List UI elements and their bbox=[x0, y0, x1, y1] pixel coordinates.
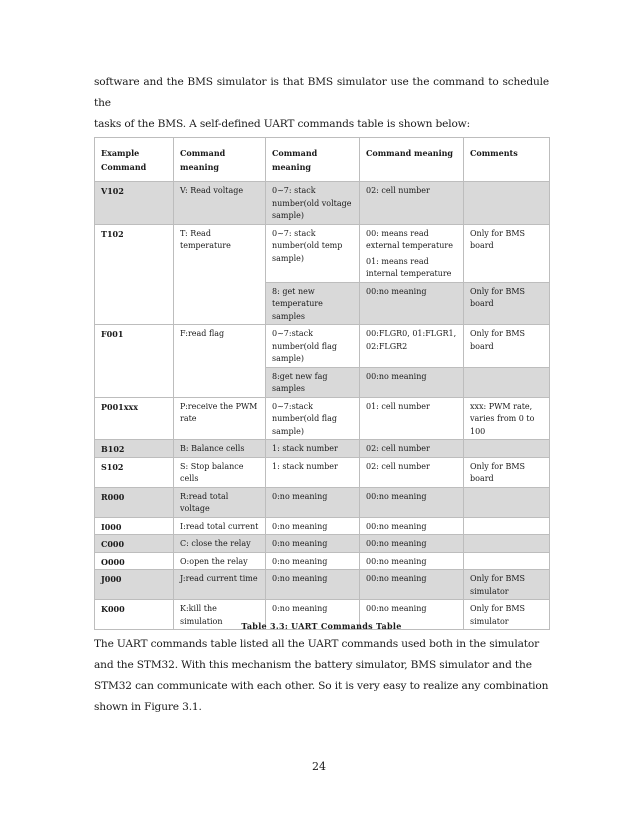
cell-cmd: 00:no meaning bbox=[360, 367, 464, 397]
cell-param: 1: stack number bbox=[266, 440, 360, 458]
header-command-meaning: Command meaning bbox=[174, 138, 266, 182]
table-row-j000 bbox=[95, 570, 550, 600]
cell-comment: xxx: PWM rate, varies from 0 to 100 bbox=[464, 397, 550, 440]
cell-cmd bbox=[360, 224, 464, 282]
cell-meaning: F:read flag bbox=[174, 325, 266, 398]
cell-code: O000 bbox=[95, 552, 174, 570]
cell-cmd: 00:no meaning bbox=[360, 552, 464, 570]
cell-cmd: 00:no meaning bbox=[360, 535, 464, 553]
cell-cmd: 00:no meaning bbox=[360, 517, 464, 535]
cell-cmd: 00:no meaning bbox=[360, 282, 464, 325]
table-row-p001xxx bbox=[95, 397, 550, 440]
cell-code: C000 bbox=[95, 535, 174, 553]
cell-comment: Only for BMS board bbox=[464, 282, 550, 325]
table-caption: Table 3.3: UART Commands Table bbox=[241, 621, 402, 631]
cell-comment: Only for BMS board bbox=[464, 325, 550, 368]
cell-param: 1: stack number bbox=[266, 457, 360, 487]
cell-comment bbox=[464, 487, 550, 517]
cell-meaning: O:open the relay bbox=[174, 552, 266, 570]
cell-comment bbox=[464, 440, 550, 458]
cell-meaning: C: close the relay bbox=[174, 535, 266, 553]
cell-cmd: 00:FLGR0, 01:FLGR1, 02:FLGR2 bbox=[360, 325, 464, 368]
cell-meaning: B: Balance cells bbox=[174, 440, 266, 458]
cell-comment bbox=[464, 367, 550, 397]
cell-cmd: 02: cell number bbox=[360, 182, 464, 225]
cmd-option-internal: 01: means read internal temperature bbox=[366, 256, 452, 278]
cell-cmd: 00:no meaning bbox=[360, 600, 464, 630]
body-line-1: The UART commands table listed all the UART commands used both in the simulator bbox=[94, 638, 540, 650]
cell-param: 8:get new fag samples bbox=[266, 367, 360, 397]
body-paragraph bbox=[94, 634, 549, 718]
cell-comment bbox=[464, 535, 550, 553]
table-row-f001 bbox=[95, 325, 550, 368]
table-row-c000 bbox=[95, 535, 550, 553]
page-number: 24 bbox=[312, 760, 326, 773]
cell-param: 0:no meaning bbox=[266, 487, 360, 517]
cell-param: 0:no meaning bbox=[266, 552, 360, 570]
cell-code: K000 bbox=[95, 600, 174, 630]
cell-param: 0~7:stack number(old flag sample) bbox=[266, 397, 360, 440]
cell-param: 0:no meaning bbox=[266, 600, 360, 630]
cell-param: 0:no meaning bbox=[266, 535, 360, 553]
cell-cmd: 02: cell number bbox=[360, 457, 464, 487]
body-line-3: STM32 can communicate with each other. So it is very easy to realize any combination bbox=[94, 680, 549, 692]
table-row-v102 bbox=[95, 182, 550, 225]
table-header-row bbox=[95, 138, 550, 182]
cell-meaning: V: Read voltage bbox=[174, 182, 266, 225]
header-command-meaning-2: Command meaning bbox=[360, 138, 464, 182]
cell-meaning: P:receive the PWM rate bbox=[174, 397, 266, 440]
cell-code: J000 bbox=[95, 570, 174, 600]
cell-comment: Only for BMS board bbox=[464, 224, 550, 282]
cell-meaning: S: Stop balance cells bbox=[174, 457, 266, 487]
cell-comment: Only for BMS board bbox=[464, 457, 550, 487]
cell-cmd: 00:no meaning bbox=[360, 487, 464, 517]
intro-paragraph bbox=[94, 72, 549, 135]
cell-meaning: T: Read temperature bbox=[174, 224, 266, 325]
body-line-2: and the STM32. With this mechanism the battery simulator, BMS simulator and the bbox=[94, 659, 532, 671]
cell-param: 8: get new temperature samples bbox=[266, 282, 360, 325]
cell-code: V102 bbox=[95, 182, 174, 225]
table-row-o000 bbox=[95, 552, 550, 570]
cell-comment: Only for BMS simulator bbox=[464, 600, 550, 630]
table-row-b102 bbox=[95, 440, 550, 458]
cell-meaning: R:read total voltage bbox=[174, 487, 266, 517]
cell-code: F001 bbox=[95, 325, 174, 398]
cell-meaning: I:read total current bbox=[174, 517, 266, 535]
body-line-4: shown in Figure 3.1. bbox=[94, 701, 202, 713]
cell-code: P001xxx bbox=[95, 397, 174, 440]
cell-cmd: 00:no meaning bbox=[360, 570, 464, 600]
cell-code: T102 bbox=[95, 224, 174, 325]
header-example-command: Example Command bbox=[95, 138, 174, 182]
table-row-i000 bbox=[95, 517, 550, 535]
intro-line-1: software and the BMS simulator is that BMS simulator use the command to schedule the bbox=[94, 76, 549, 109]
intro-line-2: tasks of the BMS. A self-defined UART commands table is shown below: bbox=[94, 118, 471, 130]
cell-comment bbox=[464, 182, 550, 225]
header-comments: Comments bbox=[464, 138, 550, 182]
uart-commands-table bbox=[94, 137, 550, 630]
cell-param: 0~7: stack number(old voltage sample) bbox=[266, 182, 360, 225]
cell-code: R000 bbox=[95, 487, 174, 517]
cell-cmd: 01: cell number bbox=[360, 397, 464, 440]
table-row-s102 bbox=[95, 457, 550, 487]
cell-param: 0:no meaning bbox=[266, 570, 360, 600]
cell-param: 0~7: stack number(old temp sample) bbox=[266, 224, 360, 282]
cell-param: 0~7:stack number(old flag sample) bbox=[266, 325, 360, 368]
cell-param: 0:no meaning bbox=[266, 517, 360, 535]
cell-code: S102 bbox=[95, 457, 174, 487]
cmd-option-external: 00: means read external temperature bbox=[366, 228, 453, 250]
cell-cmd: 02: cell number bbox=[360, 440, 464, 458]
cell-comment bbox=[464, 517, 550, 535]
header-command-parameter-meaning: Command meaning bbox=[266, 138, 360, 182]
table-row-t102 bbox=[95, 224, 550, 282]
cell-comment bbox=[464, 552, 550, 570]
cell-comment: Only for BMS simulator bbox=[464, 570, 550, 600]
cell-meaning: K:kill the simulation bbox=[174, 600, 266, 630]
table-row-r000 bbox=[95, 487, 550, 517]
cell-code: I000 bbox=[95, 517, 174, 535]
cell-meaning: J:read current time bbox=[174, 570, 266, 600]
cell-code: B102 bbox=[95, 440, 174, 458]
